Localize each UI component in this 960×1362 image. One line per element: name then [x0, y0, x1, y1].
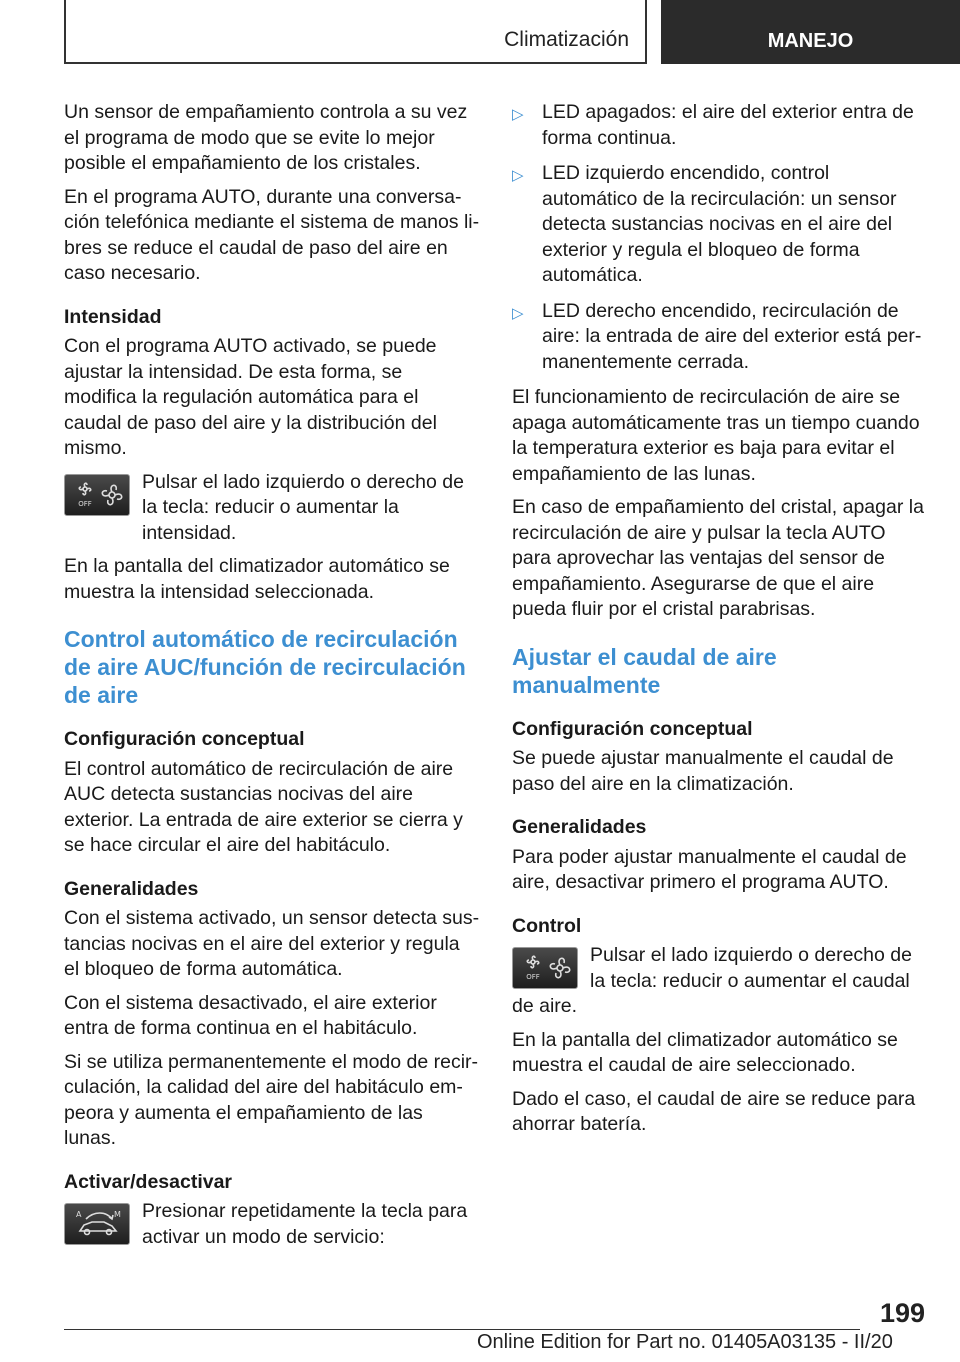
right-column — [512, 100, 928, 1146]
subheading-activar: Activar/desactivar — [64, 1170, 233, 1193]
icon-paragraph — [64, 470, 480, 547]
paragraph: En el programa AUTO, durante una conversación telefónica mediante el sistema de manos libres se reduce el caudal de paso del aire en caso necesario. — [64, 185, 480, 284]
section-heading-caudal: Ajustar el caudal de aire manualmente — [512, 643, 777, 698]
paragraph: El control automático de recirculación de aire AUC detecta sustancias nocivas del aire exterior. La entrada de aire exterior se cierra y se hace circular el aire del habitáculo. — [64, 757, 463, 856]
chapter-tab: MANEJO — [661, 0, 960, 64]
footer-divider — [64, 1329, 860, 1330]
list-item: ▷ LED derecho encendido, recirculación de aire: la entrada de aire del exterior está permanentemente cerrada. — [512, 299, 922, 373]
icon-description: Presionar repetidamente la tecla para activar un modo de servicio: — [142, 1200, 468, 1248]
auc-m-label: M — [114, 1210, 121, 1219]
paragraph: En la pantalla del climatizador automático se muestra la intensidad seleccionada. — [64, 555, 450, 603]
auc-a-label: A — [76, 1210, 82, 1219]
icon-paragraph — [512, 943, 928, 1020]
paragraph: En la pantalla del climatizador automático se muestra el caudal de aire seleccionado. — [512, 1028, 898, 1076]
icon-description: Pulsar el lado izquierdo o derecho de la tecla: reducir o aumentar el caudal de aire. — [512, 944, 912, 1017]
icon-description: Pulsar el lado izquierdo o derecho de la tecla: reducir o aumentar la intensidad. — [142, 470, 464, 544]
paragraph: Para poder ajustar manualmente el caudal de aire, desactivar primero el programa AUTO. — [512, 845, 907, 893]
section-box — [64, 0, 647, 64]
subheading-configuracion: Configuración conceptual — [64, 728, 305, 750]
section-heading-auc: Control automático de recirculación de aire AUC/función de recirculación de aire — [64, 626, 466, 708]
paragraph: Con el sistema activado, un sensor detecta sustancias nocivas en el aire del exterior y regula el bloqueo de forma automática. — [64, 907, 480, 980]
subheading-configuracion: Configuración conceptual — [512, 717, 753, 740]
section-title: Climatización — [504, 28, 629, 51]
fan-key-icon — [512, 947, 578, 989]
fan-key-icon — [64, 474, 130, 516]
paragraph: El funcionamiento de recirculación de aire se apaga automáticamente tras un tiempo cuando la temperatura exterior es baja para evitar el empañamiento de las lunas. — [512, 386, 920, 485]
paragraph: Un sensor de empañamiento controla a su vez el programa de modo que se evite lo mejor posible el empañamiento de los cristales. — [64, 101, 468, 174]
edition-footer: Online Edition for Part no. 01405A03135 - II/20 — [477, 1331, 893, 1353]
list-item: ▷ LED izquierdo encendido, control automático de la recirculación: un sensor detecta sustancias nocivas en el aire del exterior y regula el bloqueo de forma automática. — [512, 162, 897, 286]
triangle-bullet-icon: ▷ — [512, 304, 524, 322]
left-column — [64, 100, 480, 1258]
led-mode-list — [512, 100, 928, 375]
page-header — [0, 0, 960, 66]
icon-paragraph — [64, 1199, 480, 1250]
paragraph: Con el programa AUTO activado, se puede ajustar la intensidad. De esta forma, se modifica la regulación automática para el caudal de paso del aire y la distribución del mismo. — [64, 335, 437, 459]
paragraph: En caso de empañamiento del cristal, apagar la recirculación de aire y pulsar la tecla AUTO para aprovechar las ventajas del sensor de empañamiento. Asegurarse de que el aire pueda fluir por el cristal parabrisas. — [512, 496, 924, 620]
triangle-bullet-icon: ▷ — [512, 106, 524, 123]
page-number: 199 — [880, 1298, 926, 1328]
subheading-control: Control — [512, 914, 582, 937]
subheading-intensidad: Intensidad — [64, 305, 162, 328]
paragraph: Si se utiliza permanentemente el modo de recirculación, la calidad del aire del habitáculo empeora y aumenta el empañamiento de las lunas. — [64, 1050, 479, 1149]
off-label: OFF — [526, 973, 540, 981]
recirculation-key-icon — [64, 1203, 130, 1245]
list-item: ▷ LED apagados: el aire del exterior entra de forma continua. — [512, 101, 914, 149]
off-label: OFF — [78, 499, 92, 508]
triangle-bullet-icon: ▷ — [512, 167, 524, 184]
paragraph: Con el sistema desactivado, el aire exterior entra de forma continua en el habitáculo. — [64, 991, 437, 1039]
subheading-generalidades: Generalidades — [64, 877, 199, 900]
paragraph: Se puede ajustar manualmente el caudal de paso del aire en la climatización. — [512, 747, 894, 795]
paragraph: Dado el caso, el caudal de aire se reduce para ahorrar batería. — [512, 1087, 916, 1135]
subheading-generalidades: Generalidades — [512, 816, 647, 838]
